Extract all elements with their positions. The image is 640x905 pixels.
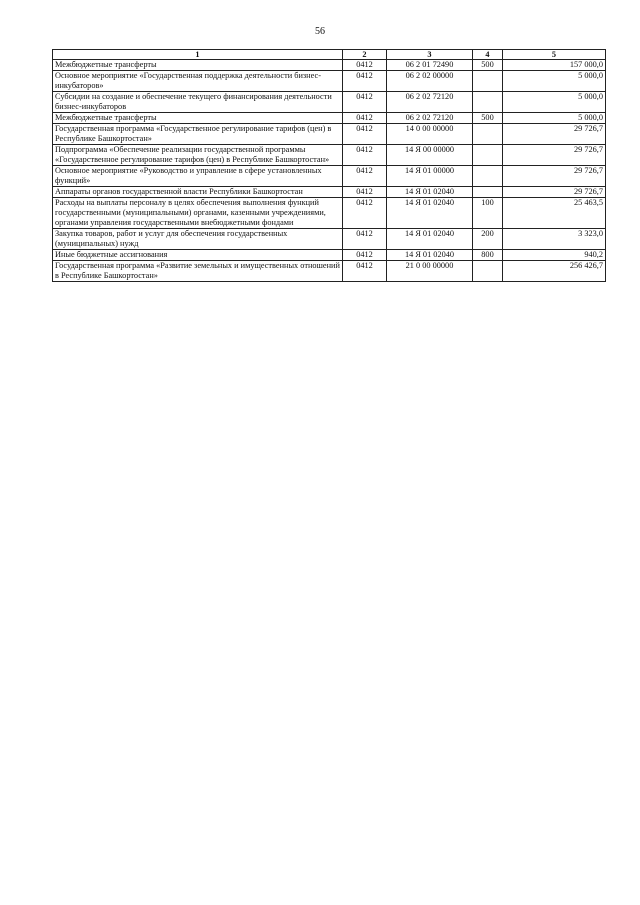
row-target-article: 06 2 02 72120 [387,92,473,113]
row-name: Иные бюджетные ассигнования [53,250,343,261]
row-name: Аппараты органов государственной власти Республики Башкортостан [53,187,343,198]
row-target-article: 14 Я 01 02040 [387,229,473,250]
row-name: Межбюджетные трансферты [53,60,343,71]
row-expense-type: 500 [473,113,503,124]
row-expense-type [473,71,503,92]
table-row [53,261,606,282]
table-header-row [53,50,606,60]
row-target-article: 14 Я 01 02040 [387,250,473,261]
row-name: Государственная программа «Развитие земельных и имущественных отношений в Республике Башкортостан» [53,261,343,282]
row-expense-type: 800 [473,250,503,261]
row-sum: 5 000,0 [503,113,606,124]
column-header-4: 4 [473,50,503,60]
row-name: Подпрограмма «Обеспечение реализации государственной программы «Государственное регулирование тарифов (цен) в Республике Башкортостан» [53,145,343,166]
row-sum: 940,2 [503,250,606,261]
table-row [53,145,606,166]
row-expense-type: 200 [473,229,503,250]
row-sum: 29 726,7 [503,166,606,187]
row-target-article: 14 0 00 00000 [387,124,473,145]
row-code: 0412 [343,198,387,229]
row-expense-type [473,124,503,145]
row-sum: 157 000,0 [503,60,606,71]
row-expense-type: 500 [473,60,503,71]
row-sum: 5 000,0 [503,71,606,92]
table-row [53,250,606,261]
column-header-1: 1 [53,50,343,60]
row-name: Основное мероприятие «Государственная поддержка деятельности бизнес-инкубаторов» [53,71,343,92]
table-row [53,113,606,124]
row-target-article: 14 Я 01 02040 [387,198,473,229]
row-target-article: 06 2 02 72120 [387,113,473,124]
row-expense-type: 100 [473,198,503,229]
row-sum: 25 463,5 [503,198,606,229]
row-name: Межбюджетные трансферты [53,113,343,124]
row-target-article: 14 Я 00 00000 [387,145,473,166]
row-target-article: 06 2 01 72490 [387,60,473,71]
row-target-article: 06 2 02 00000 [387,71,473,92]
table-row [53,92,606,113]
row-name: Расходы на выплаты персоналу в целях обеспечения выполнения функций государственными (муниципальными) органами, казенными учреждениями, органами управления государственными внебюджетными фондами [53,198,343,229]
row-code: 0412 [343,113,387,124]
row-sum: 29 726,7 [503,145,606,166]
table-row [53,198,606,229]
row-target-article: 21 0 00 00000 [387,261,473,282]
row-sum: 256 426,7 [503,261,606,282]
row-code: 0412 [343,250,387,261]
table-row [53,187,606,198]
row-expense-type [473,92,503,113]
row-name: Закупка товаров, работ и услуг для обеспечения государственных (муниципальных) нужд [53,229,343,250]
row-code: 0412 [343,166,387,187]
row-name: Субсидии на создание и обеспечение текущего финансирования деятельности бизнес-инкубаторов [53,92,343,113]
row-sum: 3 323,0 [503,229,606,250]
column-header-2: 2 [343,50,387,60]
table-row [53,166,606,187]
row-expense-type [473,166,503,187]
column-header-3: 3 [387,50,473,60]
table-row [53,71,606,92]
table-row [53,229,606,250]
row-expense-type [473,261,503,282]
budget-table [52,49,606,282]
row-code: 0412 [343,261,387,282]
row-code: 0412 [343,124,387,145]
row-code: 0412 [343,229,387,250]
row-name: Основное мероприятие «Руководство и управление в сфере установленных функций» [53,166,343,187]
row-code: 0412 [343,60,387,71]
row-expense-type [473,145,503,166]
row-sum: 5 000,0 [503,92,606,113]
table-row [53,60,606,71]
page-number: 56 [315,26,325,37]
row-code: 0412 [343,145,387,166]
row-sum: 29 726,7 [503,187,606,198]
row-code: 0412 [343,71,387,92]
row-code: 0412 [343,92,387,113]
table-row [53,124,606,145]
row-code: 0412 [343,187,387,198]
row-target-article: 14 Я 01 02040 [387,187,473,198]
row-expense-type [473,187,503,198]
row-name: Государственная программа «Государственное регулирование тарифов (цен) в Республике Башкортостан» [53,124,343,145]
row-target-article: 14 Я 01 00000 [387,166,473,187]
column-header-5: 5 [503,50,606,60]
table-body [53,60,606,282]
row-sum: 29 726,7 [503,124,606,145]
